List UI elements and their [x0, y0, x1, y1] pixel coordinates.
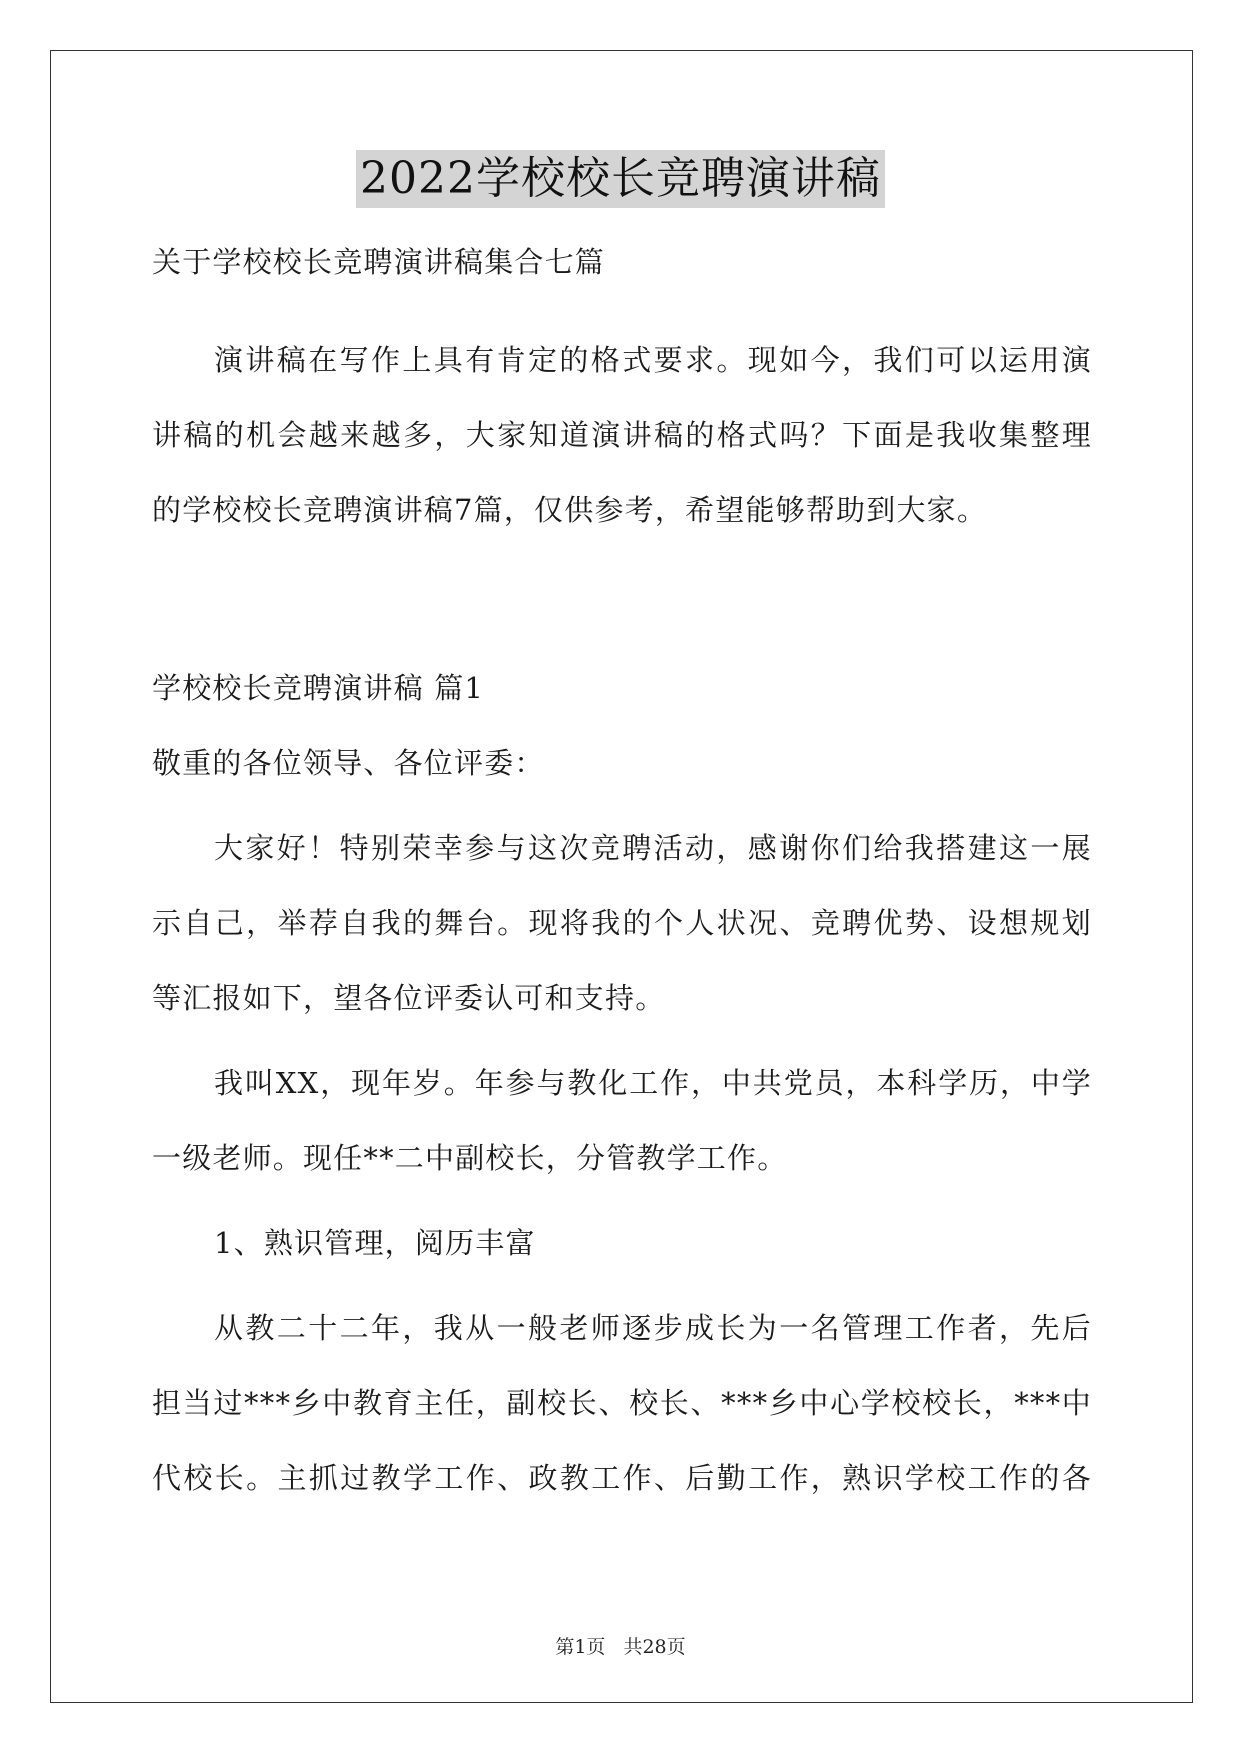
- body-line: 担当过***乡中教育主任，副校长、校长、***乡中心学校校长，***中: [152, 1386, 1092, 1420]
- document-subtitle: 关于学校校长竞聘演讲稿集合七篇: [152, 245, 606, 279]
- body-line: 大家好！特别荣幸参与这次竞聘活动，感谢你们给我搭建这一展: [214, 831, 1092, 865]
- body-line: 1、熟识管理，阅历丰富: [214, 1226, 536, 1260]
- body-line: 示自己，举荐自我的舞台。现将我的个人状况、竞聘优势、设想规划: [152, 906, 1092, 940]
- page-total: 共28页: [623, 1636, 686, 1658]
- intro-line: 演讲稿在写作上具有肯定的格式要求。现如今，我们可以运用演: [214, 343, 1092, 377]
- intro-line: 讲稿的机会越来越多，大家知道演讲稿的格式吗？下面是我收集整理: [152, 418, 1092, 452]
- salutation: 敬重的各位领导、各位评委：: [152, 746, 545, 780]
- page-footer: [0, 1634, 1241, 1660]
- document-title: 2022学校校长竞聘演讲稿: [356, 150, 885, 208]
- body-line: 一级老师。现任**二中副校长，分管教学工作。: [152, 1141, 788, 1175]
- section-heading: 学校校长竞聘演讲稿 篇1: [152, 671, 485, 705]
- body-line: 我叫XX，现年岁。年参与教化工作，中共党员，本科学历，中学: [214, 1066, 1092, 1100]
- page-border: [50, 50, 1193, 1703]
- body-line: 等汇报如下，望各位评委认可和支持。: [152, 981, 666, 1015]
- title-wrap: [0, 150, 1241, 208]
- body-line: 代校长。主抓过教学工作、政教工作、后勤工作，熟识学校工作的各: [152, 1461, 1092, 1495]
- page-number: 第1页: [555, 1636, 606, 1658]
- body-line: 从教二十二年，我从一般老师逐步成长为一名管理工作者，先后: [214, 1311, 1092, 1345]
- intro-line: 的学校校长竞聘演讲稿7篇，仅供参考，希望能够帮助到大家。: [152, 493, 988, 527]
